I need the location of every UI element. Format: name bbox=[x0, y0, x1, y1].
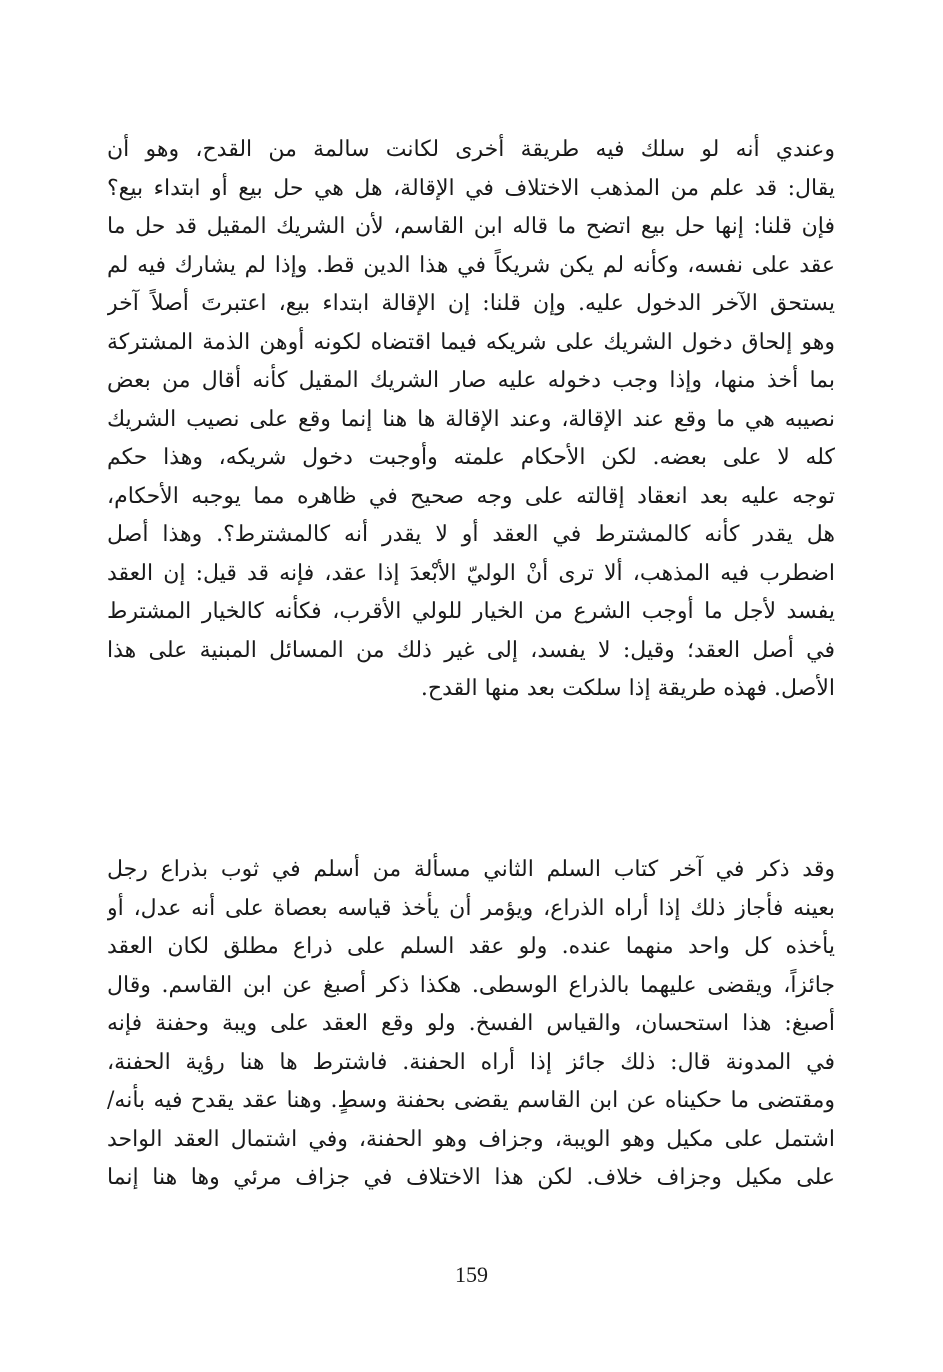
text-line: نصيبه هي ما وقع عند الإقالة، وعند الإقالة ها هنا إنما وقع على نصيب الشريك bbox=[107, 406, 835, 432]
text-line: أصبغ: هذا استحسان، والقياس الفسخ. ولو وقع العقد على ويبة وحفنة فإنه bbox=[107, 1011, 835, 1036]
text-line: وهو إلحاق دخول الشريك على شريكه فيما اقتضاه لكونه أوهن الذمة المشتركة bbox=[107, 329, 835, 355]
text-line: اشتمل على مكيل وهو الويبة، وجزاف وهو الحفنة، وفي اشتمال العقد الواحد bbox=[107, 1126, 835, 1152]
text-line: فإن قلنا: إنها حل بيع اتضح ما قاله ابن القاسم، لأن الشريك المقيل قد حل ما bbox=[107, 214, 835, 239]
text-line: كله لا على بعضه. لكن الأحكام علمته وأوجبت دخول شريكه، وهذا حكم bbox=[107, 445, 835, 470]
paragraph-1 bbox=[107, 131, 835, 709]
text-line: يفسد لأجل ما أوجب الشرع من الخيار للولي الأقرب، فكأنه كالخيار المشترط bbox=[107, 599, 835, 624]
text-line: في المدونة قال: ذلك جائز إذا أراه الحفنة. فاشترط ها هنا رؤية الحفنة، bbox=[107, 1049, 835, 1075]
paragraph-2 bbox=[107, 851, 835, 1198]
text-line: الأصل. فهذه طريقة إذا سلكت بعد منها القدح. bbox=[420, 676, 835, 701]
text-line: هل يقدر كأنه كالمشترط في العقد أو لا يقدر أنه كالمشترط؟. وهذا أصل bbox=[107, 522, 835, 547]
text-line: وقد ذكر في آخر كتاب السلم الثاني مسألة من أسلم في ثوب بذراع رجل bbox=[107, 857, 835, 882]
text-line: بعينه فأجاز ذلك إذا أراه الذراع، ويؤمر أن يأخذ قياسه بعصاة على أنه عدل، أو bbox=[107, 895, 835, 921]
text-line: يقال: قد علم من المذهب الاختلاف في الإقالة، هل هي حل بيع أو ابتداء بيع؟ bbox=[107, 175, 835, 201]
text-line: اضطرب فيه المذهب، ألا ترى أنْ الوليّ الأبْعدَ إذا عقد، فإنه قد قيل: إن العقد bbox=[107, 560, 835, 586]
text-line: يستحق الآخر الدخول عليه. وإن قلنا: إن الإقالة ابتداء بيع، اعتبرتَ أصلاً آخر bbox=[107, 291, 835, 316]
text-line: ومقتضى ما حكيناه عن ابن القاسم يقضى بحفنة وسطٍ. وهنا عقد يقدح فيه بأنه/ bbox=[107, 1088, 835, 1113]
text-line: جائزاً، ويقضى عليهما بالذراع الوسطى. هكذا ذكر أصبغ عن ابن القاسم. وقال bbox=[107, 972, 835, 998]
text-line: وعندي أنه لو سلك فيه طريقة أخرى لكانت سالمة من القدح، وهو أن bbox=[107, 137, 835, 162]
text-line: بما أخذ منها، وإذا وجب دخوله عليه صار الشريك المقيل كأنه أقال من بعض bbox=[107, 368, 835, 393]
text-line: توجه عليه بعد انعقاد إقالته على وجه صحيح في ظاهره مما يوجبه الأحكام، bbox=[107, 483, 835, 509]
text-line: على مكيل وجزاف خلاف. لكن هذا الاختلاف في جزاف مرئي وها هنا إنما bbox=[107, 1165, 835, 1190]
text-line: عقد على نفسه، وكأنه لم يكن شريكاً في هذا الدين قط. وإذا لم يشارك فيه لم bbox=[107, 252, 835, 278]
text-line: يأخذه كل واحد منهما عنده. ولو عقد السلم على ذراع مطلق لكان العقد bbox=[107, 934, 835, 959]
text-line: في أصل العقد؛ وقيل: لا يفسد، إلى غير ذلك من المسائل المبنية على هذا bbox=[107, 637, 835, 663]
page-number: 159 bbox=[455, 1262, 488, 1287]
